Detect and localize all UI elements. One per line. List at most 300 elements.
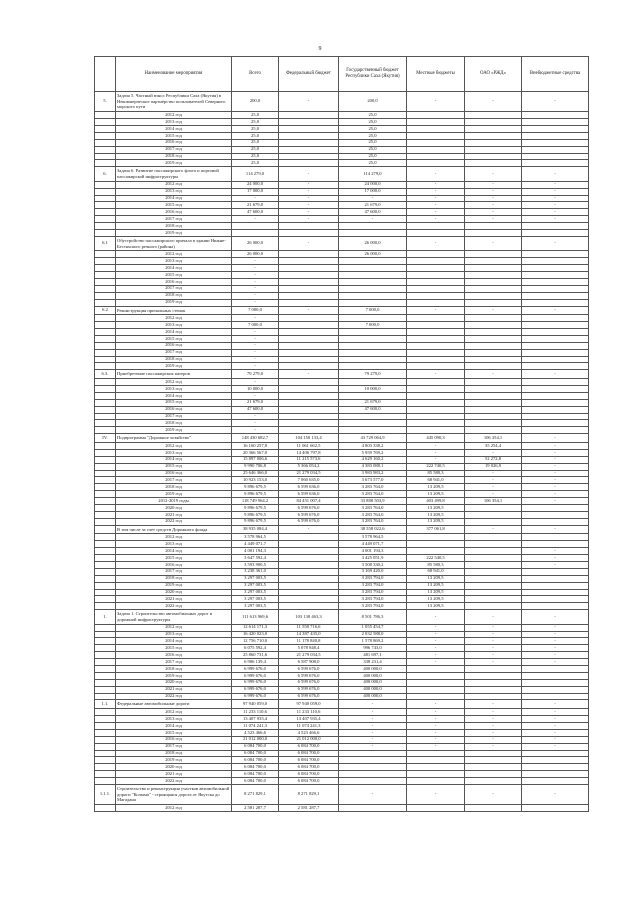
cell-federal	[279, 541, 339, 548]
cell-federal	[279, 363, 339, 370]
row-number	[95, 484, 116, 491]
cell-federal	[279, 119, 339, 126]
cell-federal	[279, 251, 339, 258]
cell-total	[232, 230, 279, 237]
cell-republic: 200,0	[339, 92, 407, 112]
cell-total: 25,0	[232, 132, 279, 139]
cell-total: 2 581 287,7	[232, 805, 279, 812]
row-number	[95, 216, 116, 223]
row-number	[95, 771, 116, 778]
cell-total: 6 999 676,0	[232, 672, 279, 679]
table-row	[95, 729, 589, 736]
row-number	[95, 491, 116, 498]
cell-total: -	[232, 315, 279, 322]
row-name: 2021 год	[116, 596, 232, 603]
cell-federal	[279, 278, 339, 285]
table-row	[95, 463, 589, 470]
table-row	[95, 299, 589, 306]
row-name: 2020 год	[116, 589, 232, 596]
row-name: 2019 год	[116, 299, 232, 306]
table-row	[95, 504, 589, 511]
row-number	[95, 119, 116, 126]
cell-rzd: 106 354,1	[465, 498, 522, 505]
cell-local: 85 580,3	[407, 470, 465, 477]
row-number: 1.1.	[95, 700, 116, 709]
cell-federal	[279, 153, 339, 160]
row-name: Федеральные автомобильные дороги	[116, 700, 232, 709]
cell-local	[407, 406, 465, 413]
cell-federal: 6 599 676,0	[279, 666, 339, 673]
cell-federal: -	[279, 306, 339, 315]
cell-total: 3 297 003,5	[232, 596, 279, 603]
cell-rzd	[465, 589, 522, 596]
cell-federal	[279, 589, 339, 596]
table-row	[95, 392, 589, 399]
cell-local	[407, 693, 465, 700]
row-number	[95, 188, 116, 195]
cell-total: -	[232, 195, 279, 202]
cell-republic: 4 001 194,3	[339, 548, 407, 555]
cell-extrabudget	[522, 335, 589, 342]
cell-extrabudget: -	[522, 610, 589, 624]
table-row	[95, 736, 589, 743]
cell-local: -	[407, 306, 465, 315]
cell-rzd: -	[465, 652, 522, 659]
row-number	[95, 624, 116, 631]
row-number	[95, 209, 116, 216]
cell-local	[407, 427, 465, 434]
cell-extrabudget: -	[522, 484, 589, 491]
cell-local	[407, 757, 465, 764]
row-name: 2018 год	[116, 484, 232, 491]
cell-extrabudget: -	[522, 188, 589, 195]
row-name: Обустройство пассажирского причала в здании Нижне-Бестяхского речного (района)	[116, 236, 232, 250]
cell-republic: 3 425 051,9	[339, 555, 407, 562]
cell-republic: 3 673 577,0	[339, 477, 407, 484]
cell-republic: 1 578 869,2	[339, 638, 407, 645]
cell-local: -	[407, 645, 465, 652]
cell-local	[407, 686, 465, 693]
table-row	[95, 589, 589, 596]
cell-extrabudget: -	[522, 442, 589, 449]
table-row	[95, 603, 589, 610]
table-row	[95, 272, 589, 279]
cell-federal: 6 599 676,0	[279, 518, 339, 525]
cell-local	[407, 420, 465, 427]
cell-republic: 3 283 764,0	[339, 504, 407, 511]
cell-rzd: -	[465, 202, 522, 209]
table-row	[95, 659, 589, 666]
cell-extrabudget	[522, 160, 589, 167]
cell-federal: 21 012 000,0	[279, 736, 339, 743]
cell-republic	[339, 265, 407, 272]
table-row	[95, 379, 589, 386]
cell-rzd: -	[465, 216, 522, 223]
cell-extrabudget: -	[522, 209, 589, 216]
cell-republic: 33 888 503,9	[339, 498, 407, 505]
cell-total: 47 600,0	[232, 406, 279, 413]
row-number	[95, 342, 116, 349]
cell-rzd	[465, 153, 522, 160]
cell-republic: 3 508 330,2	[339, 561, 407, 568]
cell-local	[407, 315, 465, 322]
cell-republic: 400 000,0	[339, 693, 407, 700]
row-name: 2014 год	[116, 722, 232, 729]
row-number	[95, 251, 116, 258]
cell-rzd: -	[465, 624, 522, 631]
cell-extrabudget	[522, 750, 589, 757]
row-name: Строительство и реконструкция участков автомобильной дороги "Колыма" - строящаяся дорога от Якутска до Магадана	[116, 784, 232, 804]
row-number	[95, 750, 116, 757]
cell-rzd	[465, 511, 522, 518]
cell-republic	[339, 335, 407, 342]
row-number	[95, 672, 116, 679]
cell-federal	[279, 356, 339, 363]
cell-total: 4 449 071,7	[232, 541, 279, 548]
row-name: 2016 год	[116, 209, 232, 216]
header-extrabudget: Внебюджетные средства	[522, 57, 589, 92]
table-row	[95, 119, 589, 126]
cell-extrabudget	[522, 272, 589, 279]
cell-federal	[279, 335, 339, 342]
cell-total: 15 897 006,6	[232, 456, 279, 463]
cell-extrabudget: -	[522, 195, 589, 202]
cell-extrabudget: -	[522, 709, 589, 716]
row-name: 2013 год	[116, 188, 232, 195]
row-name: 2015 год	[116, 132, 232, 139]
table-row	[95, 92, 589, 112]
cell-extrabudget	[522, 139, 589, 146]
row-name: 2012 год	[116, 112, 232, 119]
cell-local: -	[407, 610, 465, 624]
table-row	[95, 778, 589, 785]
cell-local: 377 061,8	[407, 525, 465, 534]
cell-rzd: -	[465, 188, 522, 195]
row-number	[95, 555, 116, 562]
cell-extrabudget: -	[522, 456, 589, 463]
cell-republic: 38 558 022,6	[339, 525, 407, 534]
cell-republic: 10 000,0	[339, 386, 407, 393]
cell-local: 85 580,3	[407, 561, 465, 568]
cell-extrabudget: -	[522, 463, 589, 470]
table-row	[95, 555, 589, 562]
row-name: 2013 год	[116, 449, 232, 456]
cell-total: 3 297 003,5	[232, 589, 279, 596]
cell-republic: 25,0	[339, 132, 407, 139]
cell-total: 25 860 731,6	[232, 652, 279, 659]
cell-federal: 11 558 716,6	[279, 624, 339, 631]
cell-extrabudget: -	[522, 716, 589, 723]
cell-republic: 400 000,0	[339, 679, 407, 686]
cell-republic: 3 283 794,0	[339, 589, 407, 596]
cell-total: 7 000,0	[232, 322, 279, 329]
cell-total: 6 075 592,4	[232, 645, 279, 652]
cell-total: 6 999 676,0	[232, 693, 279, 700]
cell-extrabudget	[522, 153, 589, 160]
row-name: 2019 год	[116, 582, 232, 589]
row-number	[95, 582, 116, 589]
row-number	[95, 470, 116, 477]
cell-republic	[339, 392, 407, 399]
cell-extrabudget	[522, 771, 589, 778]
table-row	[95, 370, 589, 379]
cell-local: -	[407, 743, 465, 750]
cell-extrabudget: -	[522, 167, 589, 181]
cell-extrabudget	[522, 672, 589, 679]
cell-republic: -	[339, 736, 407, 743]
cell-local: -	[407, 729, 465, 736]
table-row	[95, 575, 589, 582]
cell-extrabudget	[522, 686, 589, 693]
cell-local	[407, 778, 465, 785]
row-number	[95, 652, 116, 659]
table-row	[95, 386, 589, 393]
cell-extrabudget	[522, 427, 589, 434]
cell-rzd	[465, 349, 522, 356]
table-row	[95, 541, 589, 548]
cell-rzd	[465, 420, 522, 427]
cell-federal	[279, 349, 339, 356]
row-number	[95, 153, 116, 160]
cell-republic: 25,0	[339, 160, 407, 167]
cell-local	[407, 112, 465, 119]
cell-rzd: -	[465, 306, 522, 315]
cell-rzd	[465, 603, 522, 610]
cell-total: 9 896 679,5	[232, 504, 279, 511]
cell-local: 222 740,5	[407, 463, 465, 470]
row-name: 2016 год	[116, 342, 232, 349]
row-number	[95, 659, 116, 666]
cell-total: 16 420 023,0	[232, 631, 279, 638]
cell-local: -	[407, 631, 465, 638]
row-name: 2016 год	[116, 278, 232, 285]
row-number	[95, 709, 116, 716]
cell-republic	[339, 230, 407, 237]
row-number: 5.	[95, 92, 116, 112]
row-name: 2018 год	[116, 420, 232, 427]
table-row	[95, 645, 589, 652]
cell-rzd	[465, 805, 522, 812]
row-number	[95, 736, 116, 743]
cell-local: 13 209,5	[407, 518, 465, 525]
cell-total: -	[232, 272, 279, 279]
cell-local	[407, 265, 465, 272]
cell-local	[407, 750, 465, 757]
cell-local: 13 209,5	[407, 582, 465, 589]
cell-total: 25 646 366,0	[232, 470, 279, 477]
cell-extrabudget: -	[522, 659, 589, 666]
cell-federal: 5 078 848,4	[279, 645, 339, 652]
cell-rzd: -	[465, 477, 522, 484]
row-number	[95, 504, 116, 511]
row-number	[95, 729, 116, 736]
cell-republic: 3 283 794,0	[339, 575, 407, 582]
cell-extrabudget	[522, 349, 589, 356]
table-row	[95, 427, 589, 434]
table-row	[95, 349, 589, 356]
cell-extrabudget	[522, 582, 589, 589]
cell-total: 25,0	[232, 146, 279, 153]
cell-rzd: -	[465, 167, 522, 181]
row-name: 2017 год	[116, 659, 232, 666]
row-number	[95, 139, 116, 146]
cell-rzd	[465, 223, 522, 230]
table-body	[95, 92, 589, 812]
cell-republic	[339, 750, 407, 757]
row-name: 2012 год	[116, 251, 232, 258]
cell-total: -	[232, 420, 279, 427]
cell-rzd	[465, 541, 522, 548]
row-name: 2014 год	[116, 456, 232, 463]
cell-rzd: -	[465, 209, 522, 216]
cell-federal: 13 407 935,4	[279, 716, 339, 723]
cell-rzd	[465, 750, 522, 757]
cell-total: 25,0	[232, 112, 279, 119]
table-row	[95, 484, 589, 491]
table-row	[95, 534, 589, 541]
row-number	[95, 181, 116, 188]
row-number	[95, 645, 116, 652]
cell-republic: 25,0	[339, 146, 407, 153]
row-name: 2021 год	[116, 771, 232, 778]
cell-federal: 6 599 676,0	[279, 686, 339, 693]
cell-federal: 21 279 034,5	[279, 470, 339, 477]
cell-republic	[339, 349, 407, 356]
row-number	[95, 299, 116, 306]
row-number	[95, 406, 116, 413]
cell-federal: 6 084 700,0	[279, 750, 339, 757]
row-number	[95, 511, 116, 518]
row-number	[95, 575, 116, 582]
row-name: 2022 год	[116, 778, 232, 785]
cell-federal	[279, 568, 339, 575]
cell-extrabudget: -	[522, 784, 589, 804]
row-number	[95, 456, 116, 463]
cell-republic: 4 449 071,7	[339, 541, 407, 548]
cell-rzd	[465, 258, 522, 265]
cell-rzd	[465, 146, 522, 153]
table-row	[95, 278, 589, 285]
row-name: 2017 год	[116, 477, 232, 484]
cell-federal: 97 940 059,0	[279, 700, 339, 709]
cell-rzd: -	[465, 610, 522, 624]
cell-total: 6 084 700,0	[232, 778, 279, 785]
cell-total: 21 679,0	[232, 399, 279, 406]
cell-rzd	[465, 265, 522, 272]
cell-local: -	[407, 167, 465, 181]
cell-total: 12 614 171,3	[232, 624, 279, 631]
cell-total: 11 074 241,3	[232, 722, 279, 729]
cell-federal	[279, 379, 339, 386]
cell-rzd	[465, 329, 522, 336]
cell-rzd	[465, 771, 522, 778]
cell-federal: 6 084 700,0	[279, 743, 339, 750]
cell-republic: 25,0	[339, 139, 407, 146]
cell-republic: 3 283 764,0	[339, 484, 407, 491]
table-row	[95, 716, 589, 723]
cell-local	[407, 764, 465, 771]
cell-extrabudget	[522, 363, 589, 370]
cell-local: -	[407, 188, 465, 195]
cell-federal	[279, 125, 339, 132]
row-name: 2018 год	[116, 153, 232, 160]
table-row	[95, 160, 589, 167]
header-republic: Государственный бюджет Республики Саха (Якутия)	[339, 57, 407, 92]
row-number	[95, 449, 116, 456]
cell-federal: -	[279, 202, 339, 209]
cell-federal	[279, 285, 339, 292]
cell-local	[407, 386, 465, 393]
row-name: 2019 год	[116, 363, 232, 370]
cell-total: -	[232, 413, 279, 420]
page-number: 9	[318, 46, 322, 52]
cell-extrabudget: -	[522, 548, 589, 555]
cell-total: 3 578 964,5	[232, 534, 279, 541]
cell-extrabudget	[522, 251, 589, 258]
row-number	[95, 413, 116, 420]
header-rzd: ОАО «РЖД»	[465, 57, 522, 92]
table-row	[95, 406, 589, 413]
cell-republic: 400 000,0	[339, 672, 407, 679]
table-row	[95, 112, 589, 119]
cell-republic	[339, 420, 407, 427]
row-number	[95, 722, 116, 729]
cell-federal: 6 084 700,0	[279, 757, 339, 764]
row-name: 2016 год	[116, 470, 232, 477]
cell-local: 13 209,5	[407, 511, 465, 518]
cell-local	[407, 679, 465, 686]
cell-extrabudget	[522, 511, 589, 518]
cell-total: 3 297 003,5	[232, 582, 279, 589]
cell-republic	[339, 356, 407, 363]
cell-rzd: -	[465, 638, 522, 645]
table-row	[95, 561, 589, 568]
row-name: 2017 год	[116, 285, 232, 292]
cell-extrabudget	[522, 757, 589, 764]
cell-total: 20 366 567,0	[232, 449, 279, 456]
cell-federal: 6 599 676,0	[279, 504, 339, 511]
cell-total: 12 756 710,0	[232, 638, 279, 645]
cell-extrabudget	[522, 285, 589, 292]
cell-federal: 6 587 908,0	[279, 659, 339, 666]
cell-rzd	[465, 125, 522, 132]
cell-local	[407, 392, 465, 399]
row-number	[95, 757, 116, 764]
cell-extrabudget	[522, 805, 589, 812]
cell-republic: 400 000,0	[339, 686, 407, 693]
cell-extrabudget	[522, 666, 589, 673]
row-name: 2019 год	[116, 757, 232, 764]
cell-republic: -	[339, 722, 407, 729]
cell-extrabudget	[522, 420, 589, 427]
cell-rzd	[465, 119, 522, 126]
cell-extrabudget	[522, 541, 589, 548]
cell-total: 9 990 706,8	[232, 463, 279, 470]
cell-rzd	[465, 272, 522, 279]
row-number	[95, 322, 116, 329]
table-row	[95, 188, 589, 195]
table-row	[95, 258, 589, 265]
cell-federal	[279, 399, 339, 406]
table-row	[95, 209, 589, 216]
cell-total: 114 279,0	[232, 167, 279, 181]
cell-republic: 3 983 983,2	[339, 470, 407, 477]
table-row	[95, 582, 589, 589]
cell-rzd	[465, 139, 522, 146]
cell-total: 17 000,0	[232, 188, 279, 195]
cell-federal	[279, 132, 339, 139]
cell-republic	[339, 258, 407, 265]
